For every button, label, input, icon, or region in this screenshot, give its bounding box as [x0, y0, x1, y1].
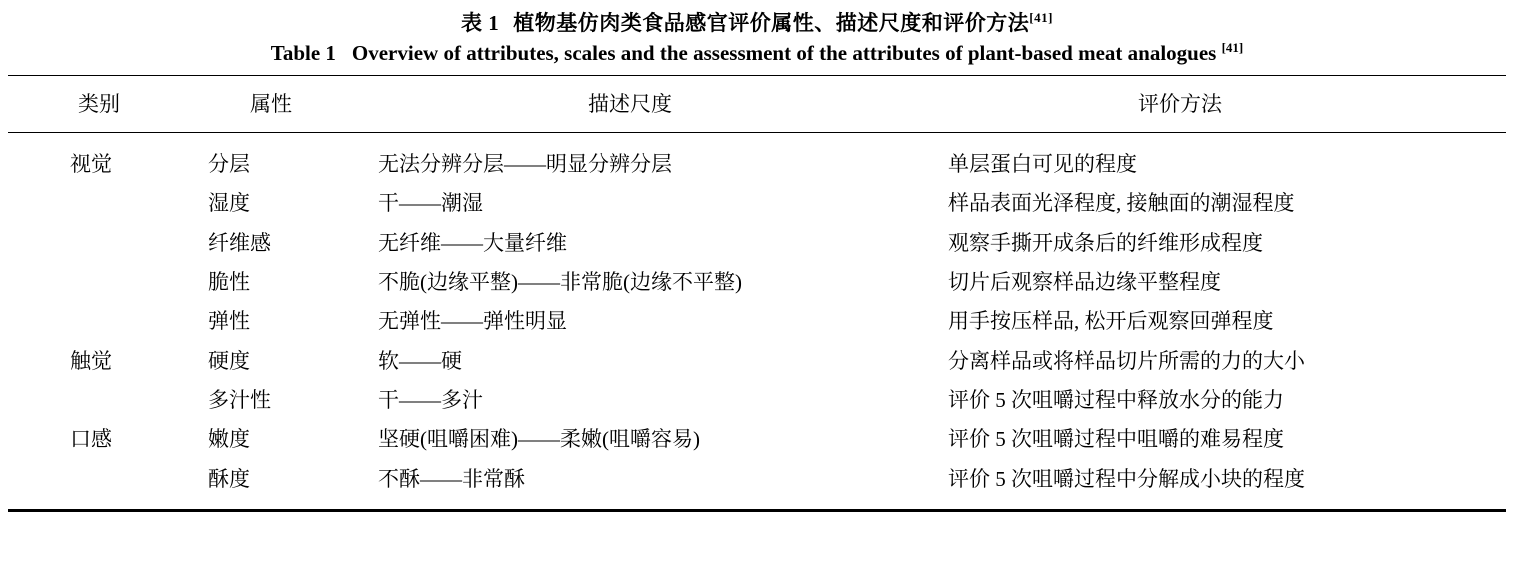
cell-category	[8, 381, 188, 420]
cell-method: 用手按压样品, 松开后观察回弹程度	[948, 309, 1274, 334]
column-header-attribute: 属性	[250, 92, 292, 116]
cell-attribute: 硬度	[208, 348, 250, 373]
column-header-method: 评价方法	[1138, 92, 1222, 116]
column-header-scale: 描述尺度	[588, 92, 672, 116]
cell-scale: 不酥——非常酥	[378, 466, 525, 491]
cell-category	[8, 302, 188, 341]
cell-scale: 不脆(边缘平整)——非常脆(边缘不平整)	[378, 270, 742, 295]
caption-english-reference: [41]	[1221, 40, 1244, 55]
cell-method: 评价 5 次咀嚼过程中分解成小块的程度	[948, 466, 1305, 491]
table-row	[8, 420, 1506, 459]
cell-attribute: 多汁性	[208, 388, 271, 413]
cell-category	[8, 460, 188, 511]
table-row	[8, 224, 1506, 263]
cell-attribute: 酥度	[208, 466, 250, 491]
cell-attribute: 纤维感	[208, 230, 271, 255]
cell-scale: 软——硬	[378, 348, 462, 373]
cell-category: 视觉	[70, 152, 112, 176]
cell-attribute: 脆性	[208, 270, 250, 295]
table-row	[8, 342, 1506, 381]
table-row	[8, 184, 1506, 223]
cell-method: 切片后观察样品边缘平整程度	[948, 270, 1221, 295]
table-row	[8, 263, 1506, 302]
cell-category	[8, 224, 188, 263]
column-header-category: 类别	[78, 92, 120, 116]
cell-scale: 干——潮湿	[378, 191, 483, 216]
table-body	[8, 133, 1506, 511]
cell-attribute: 湿度	[208, 191, 250, 216]
caption-english-label: Table 1	[270, 41, 336, 65]
caption-chinese	[8, 0, 1506, 40]
cell-method: 单层蛋白可见的程度	[948, 152, 1137, 176]
cell-attribute: 分层	[208, 152, 250, 176]
cell-method: 观察手撕开成条后的纤维形成程度	[948, 230, 1263, 255]
cell-method: 评价 5 次咀嚼过程中咀嚼的难易程度	[948, 427, 1284, 452]
table-row	[8, 460, 1506, 511]
cell-scale: 无弹性——弹性明显	[378, 309, 567, 334]
table-row	[8, 302, 1506, 341]
table-header-row	[8, 76, 1506, 133]
cell-scale: 干——多汁	[378, 388, 483, 413]
caption-chinese-label: 表 1	[461, 11, 500, 35]
cell-category	[8, 263, 188, 302]
cell-category: 触觉	[70, 348, 112, 373]
cell-scale: 无法分辨分层——明显分辨分层	[378, 152, 672, 176]
cell-method: 分离样品或将样品切片所需的力的大小	[948, 348, 1305, 373]
caption-english-title: Overview of attributes, scales and the assessment of the attributes of plant-based meat analogues	[351, 41, 1217, 65]
caption-english	[8, 40, 1506, 75]
table-header	[8, 76, 1506, 133]
cell-scale: 无纤维——大量纤维	[378, 230, 567, 255]
cell-attribute: 嫩度	[208, 427, 250, 452]
caption-chinese-reference: [41]	[1029, 10, 1053, 25]
cell-scale: 坚硬(咀嚼困难)——柔嫩(咀嚼容易)	[378, 427, 700, 452]
cell-category	[8, 184, 188, 223]
cell-attribute: 弹性	[208, 309, 250, 334]
caption-chinese-title: 植物基仿肉类食品感官评价属性、描述尺度和评价方法	[513, 11, 1030, 35]
cell-method: 评价 5 次咀嚼过程中释放水分的能力	[948, 388, 1284, 413]
sensory-attributes-table	[8, 75, 1506, 512]
cell-category: 口感	[70, 427, 112, 452]
table-row	[8, 133, 1506, 185]
table-row	[8, 381, 1506, 420]
cell-method: 样品表面光泽程度, 接触面的潮湿程度	[948, 191, 1295, 216]
